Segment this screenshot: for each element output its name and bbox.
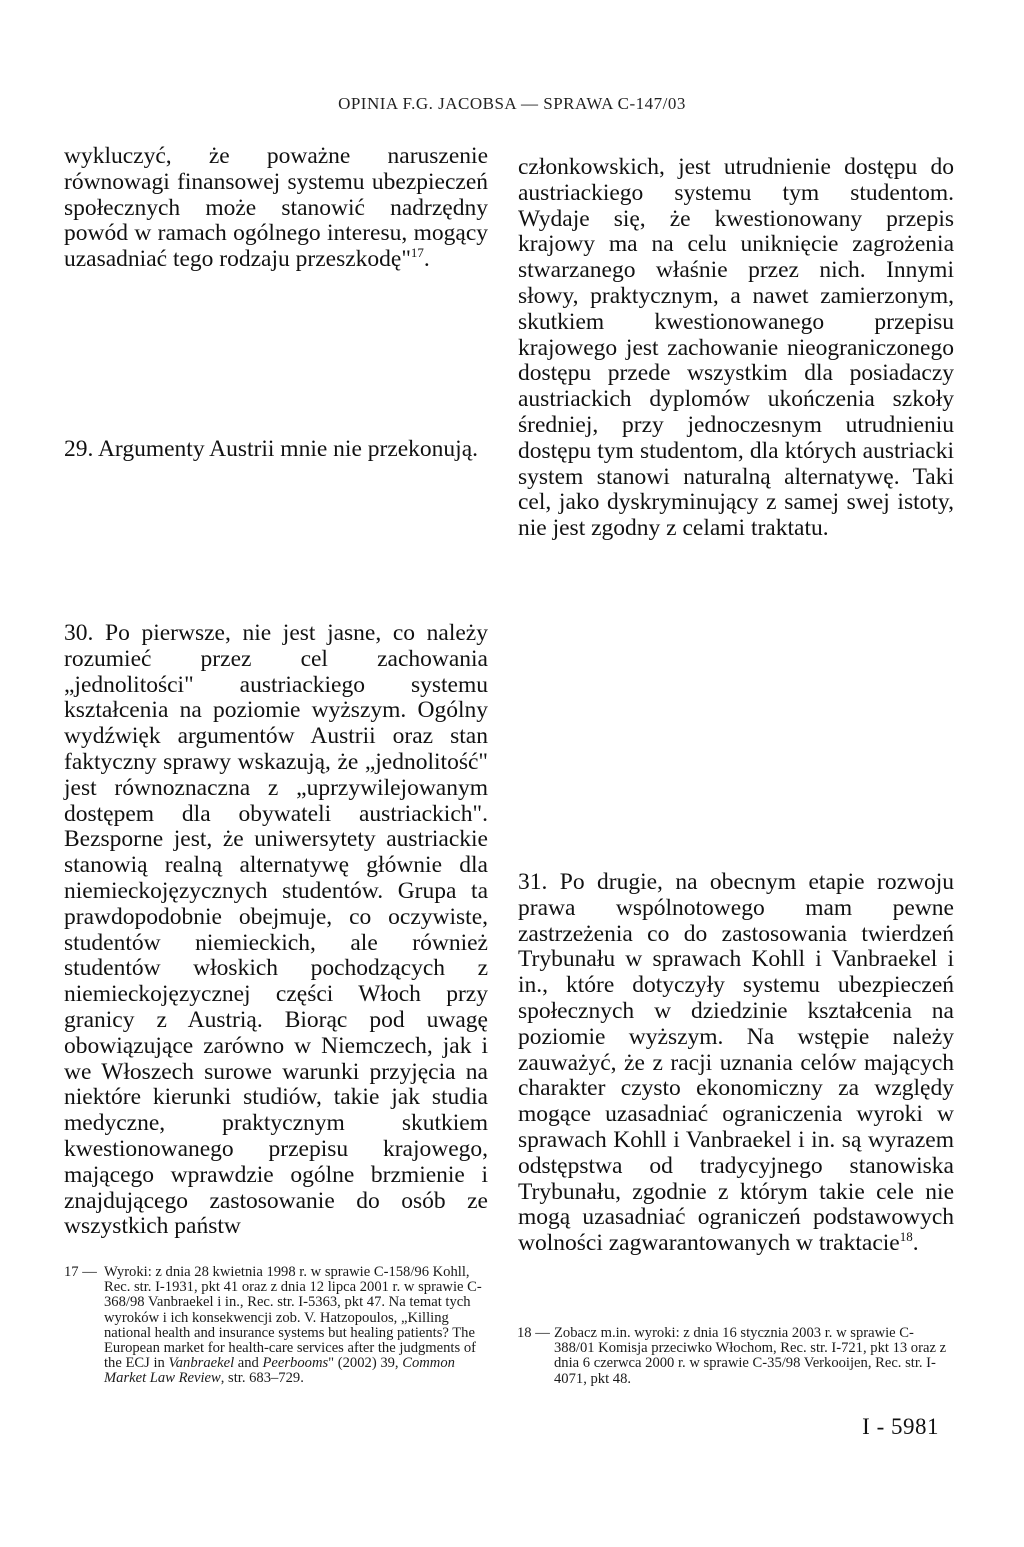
paragraph-31-end: .	[912, 1230, 919, 1257]
footnote-18-text: Zobacz m.in. wyroki: z dnia 16 stycznia 2003 r. w sprawie C-388/01 Komisja przeciwko Włochom, Rec. str. I-721, pkt 13 oraz z dnia 6 czerwca 2000 r. w sprawie C-35/98 Verkooijen, Rec. str. I-4071, pkt 48.	[554, 1325, 947, 1387]
footnote-17-pages: , str. 683–729.	[220, 1370, 304, 1387]
paragraph-text: wykluczyć, że poważne naruszenie równowagi finansowej systemu ubezpieczeń społecznych może stanowić nadrzędny powód w ramach ogólnego interesu, mogący uzasadniać tego rodzaju przeszkodę"	[64, 143, 488, 273]
right-top-paragraph	[518, 155, 954, 542]
paragraph-29-text: 29. Argumenty Austrii mnie nie przekonują.	[64, 436, 479, 462]
paragraph-31-text: 31. Po drugie, na obecnym etapie rozwoju prawa wspólnotowego mam pewne zastrzeżenia co do zastosowania twierdzeń Trybunału w sprawach Kohll i Vanbraekel i in., które dotyczyły systemu ubezpieczeń społecznych w dziedzinie kształcenia na poziomie wyższym. Na wstępie należy zauważyć, że z racji uznania celów mających charakter czysto ekonomiczny za względy mogące uzasadniać ograniczenia wyroki w sprawach Kohll i Vanbraekel i in. są wyrazem odstępstwa od tradycyjnego stanowiska Trybunału, zgodnie z którym takie cele nie mogą uzasadniać ograniczeń podstawowych wolności zagwarantowanych w traktacie	[518, 869, 954, 1257]
footnote-17-citation: " (2002) 39,	[328, 1355, 403, 1372]
footnote-17-case-peerbooms: Peerbooms	[262, 1355, 329, 1372]
footnote-18	[517, 1326, 947, 1387]
footnote-17-journal: Common Market Law Review	[104, 1355, 455, 1387]
footnote-17-text: Wyroki: z dnia 28 kwietnia 1998 r. w sprawie C-158/96 Kohll, Rec. str. I-1931, pkt 41 oraz z dnia 12 lipca 2001 r. w sprawie C-368/98 Vanbraekel i in., Rec. str. I-5363, pkt 47. Na temat tych wyroków i ich konsekwencji zob. V. Hatzopoulos, „Killing national health and insurance systems but healing patients? The European market for health-care services after the judgments of the ECJ in	[104, 1264, 482, 1372]
paragraph-end: .	[423, 246, 430, 273]
footnote-17-body	[64, 1265, 489, 1387]
paragraph-29	[64, 437, 488, 463]
footnote-17	[64, 1265, 489, 1387]
paragraph-30	[64, 621, 488, 1240]
page-header: OPINIA F.G. JACOBSA — SPRAWA C-147/03	[338, 94, 686, 113]
paragraph-30-text: 30. Po pierwsze, nie jest jasne, co należy rozumieć przez cel zachowania „jednolitości" austriackiego systemu kształcenia na poziomie wyższym. Ogólny wydźwięk argumentów Austrii oraz stan faktyczny sprawy wskazują, że „jednolitość" jest równoznaczna z „uprzywilejowanym dostępem dla obywateli austriackich". Bezsporne jest, że uniwersytety austriackie stanowią realną alternatywę głównie dla niemieckojęzycznych studentów. Grupa ta prawdopodobnie obejmuje, co oczywiste, studentów niemieckich, ale również studentów włoskich pochodzących z niemieckojęzycznej części Włoch przy granicy z Austrią. Biorąc pod uwagę obowiązujące zarówno w Niemczech, jak i we Włoszech surowe warunki przyjęcia na niektóre kierunki studiów, takie jak studia medyczne, praktycznym skutkiem kwestionowanego przepisu krajowego, mającego wprawdzie ogólne brzmienie i znajdującego zastosowanie do osób ze wszystkich państw	[64, 620, 488, 1240]
left-top-paragraph	[64, 144, 488, 273]
footnote-17-case-vanbraekel: Vanbraekel	[168, 1355, 235, 1372]
footnote-ref-17[interactable]: 17	[410, 245, 424, 261]
paragraph-31	[518, 870, 954, 1257]
footnote-17-number: 17 —	[64, 1264, 97, 1280]
page-number: I - 5981	[862, 1414, 939, 1439]
right-top-paragraph-text: członkowskich, jest utrudnienie dostępu do austriackiego systemu tym studentom. Wydaje się, że kwestionowany przepis krajowy ma na celu uniknięcie zagrożenia stwarzanego właśnie przez nich. Innymi słowy, praktycznym, a nawet zamierzonym, skutkiem kwestionowanego przepisu krajowego jest zachowanie nieograniczonego dostępu przede wszystkim dla posiadaczy austriackich dyplomów ukończenia szkoły średniej, przy jednoczesnym utrudnieniu dostępu tym studentom, dla których austriacki system stanowi naturalną alternatywę. Taki cel, jako dyskryminujący z samej swej istoty, nie jest zgodny z celami traktatu.	[518, 154, 954, 542]
footnote-18-number: 18 —	[517, 1325, 550, 1341]
footnote-17-and: and	[234, 1355, 263, 1372]
footnote-ref-18[interactable]: 18	[899, 1229, 913, 1245]
